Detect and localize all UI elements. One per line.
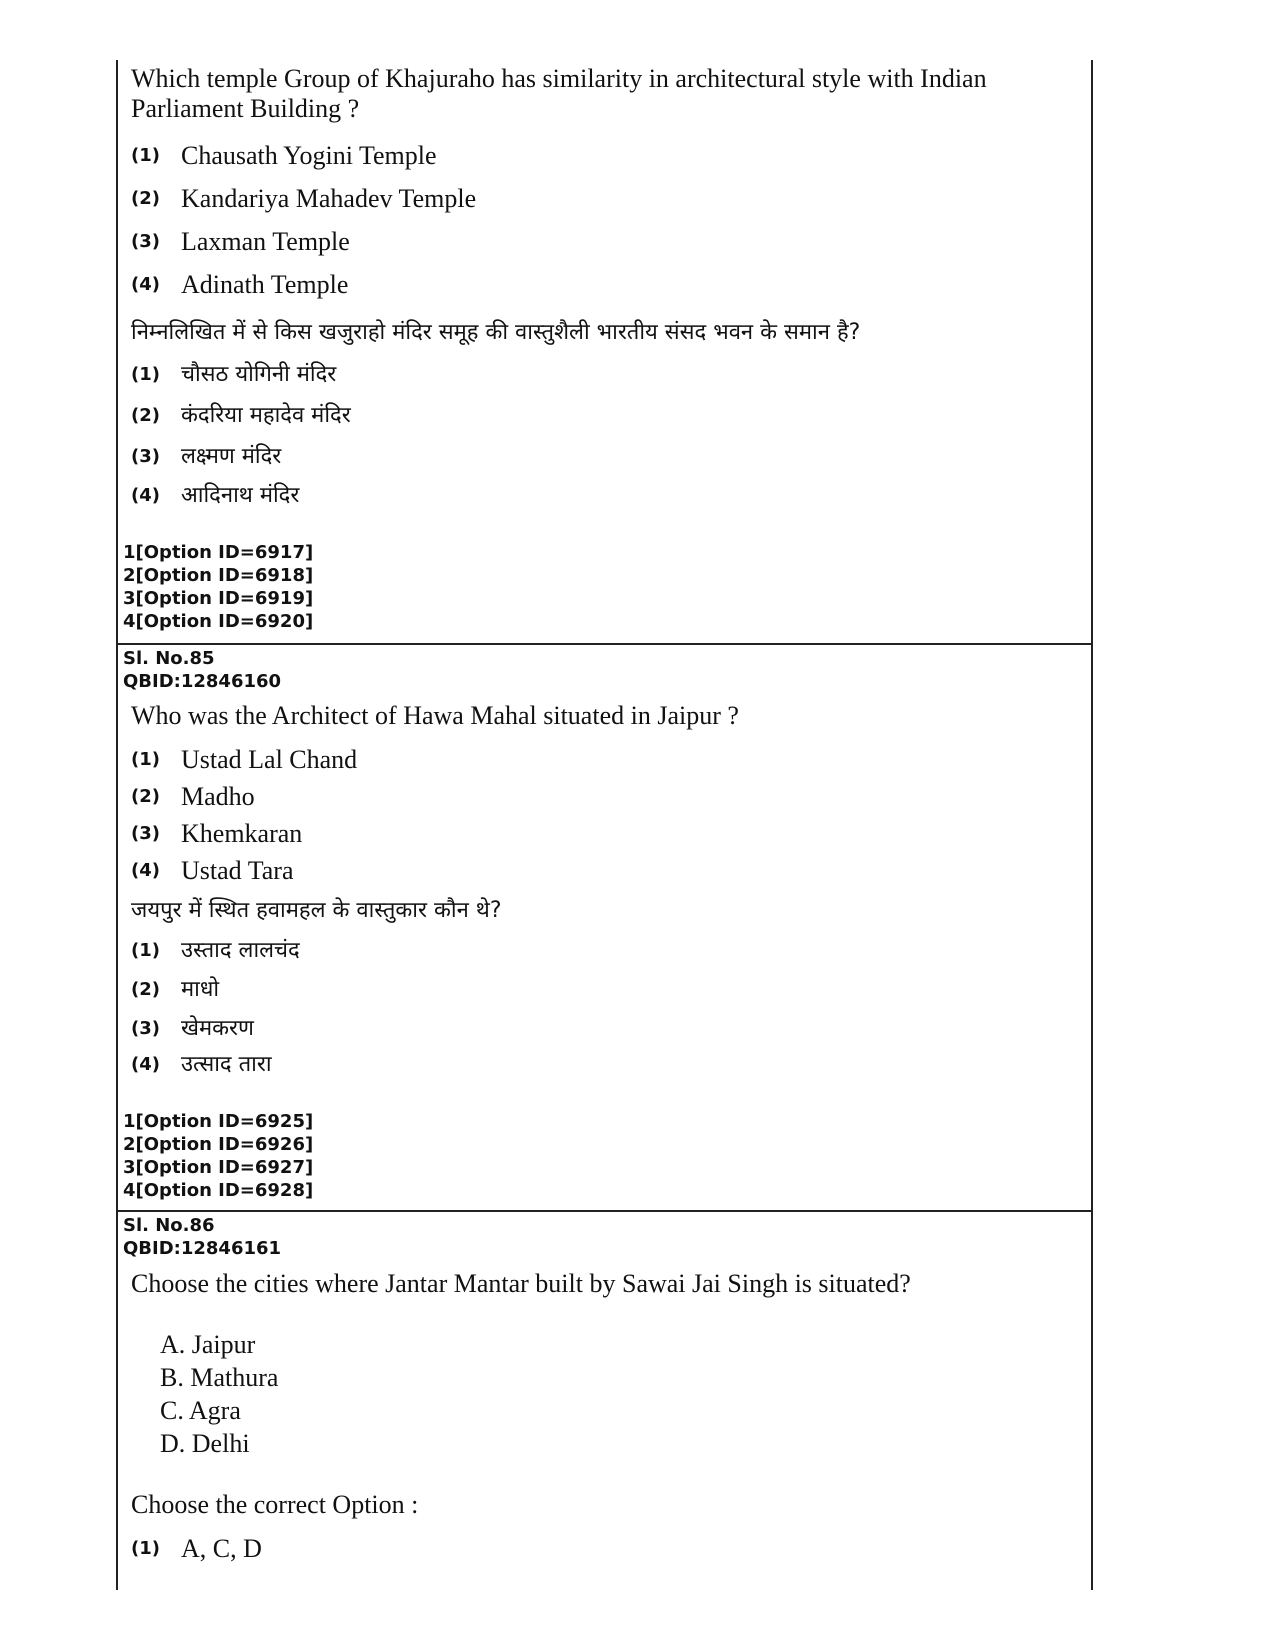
option-en-1: (1) A, C, D [131, 1534, 262, 1564]
serial-number: Sl. No.86 [123, 1215, 215, 1236]
option-en-1: (1) Ustad Lal Chand [131, 745, 358, 775]
statement-item-c: C. Agra [160, 1396, 241, 1425]
option-id-4: 4[Option ID=6928] [123, 1180, 314, 1201]
option-hi-4: (4) उत्साद तारा [131, 1052, 272, 1077]
option-hi-2: (2) माधो [131, 977, 220, 1002]
option-hi-4: (4) आदिनाथ मंदिर [131, 483, 300, 508]
statement-item-d: D. Delhi [160, 1429, 250, 1458]
option-id-3: 3[Option ID=6919] [123, 588, 314, 609]
row-divider [116, 1210, 1091, 1212]
question-text-en: Choose the cities where Jantar Mantar built by Sawai Jai Singh is situated? [131, 1269, 911, 1298]
question-text-hi: निम्नलिखित में से किस खजुराहो मंदिर समूह की वास्तुशैली भारतीय संसद भवन के समान है? [131, 320, 861, 345]
serial-number: Sl. No.85 [123, 648, 215, 669]
qbid: QBID:12846160 [123, 671, 282, 692]
instruction-text: Choose the correct Option : [131, 1490, 419, 1519]
option-en-4: (4) Adinath Temple [131, 270, 349, 300]
option-hi-1: (1) चौसठ योगिनी मंदिर [131, 362, 337, 387]
option-en-3: (3) Khemkaran [131, 819, 303, 849]
option-id-1: 1[Option ID=6925] [123, 1111, 314, 1132]
option-hi-3: (3) लक्ष्मण मंदिर [131, 444, 282, 469]
option-id-4: 4[Option ID=6920] [123, 611, 314, 632]
statement-item-b: B. Mathura [160, 1363, 279, 1392]
row-divider [116, 643, 1091, 645]
statement-item-a: A. Jaipur [160, 1330, 256, 1359]
option-id-2: 2[Option ID=6918] [123, 565, 314, 586]
option-id-3: 3[Option ID=6927] [123, 1157, 314, 1178]
option-en-4: (4) Ustad Tara [131, 856, 294, 886]
option-id-2: 2[Option ID=6926] [123, 1134, 314, 1155]
option-en-3: (3) Laxman Temple [131, 227, 350, 257]
option-hi-3: (3) खेमकरण [131, 1016, 254, 1041]
option-hi-1: (1) उस्ताद लालचंद [131, 938, 300, 963]
question-text-en: Who was the Architect of Hawa Mahal situated in Jaipur ? [131, 701, 739, 730]
option-en-1: (1) Chausath Yogini Temple [131, 141, 437, 171]
option-id-1: 1[Option ID=6917] [123, 542, 314, 563]
question-text-en: Which temple Group of Khajuraho has similarity in architectural style with Indian Parliament Building ? [131, 64, 987, 123]
qbid: QBID:12846161 [123, 1238, 282, 1259]
option-hi-2: (2) कंदरिया महादेव मंदिर [131, 403, 351, 428]
question-text-hi: जयपुर में स्थित हवामहल के वास्तुकार कौन थे? [131, 898, 502, 923]
option-en-2: (2) Kandariya Mahadev Temple [131, 184, 477, 214]
option-en-2: (2) Madho [131, 782, 255, 812]
